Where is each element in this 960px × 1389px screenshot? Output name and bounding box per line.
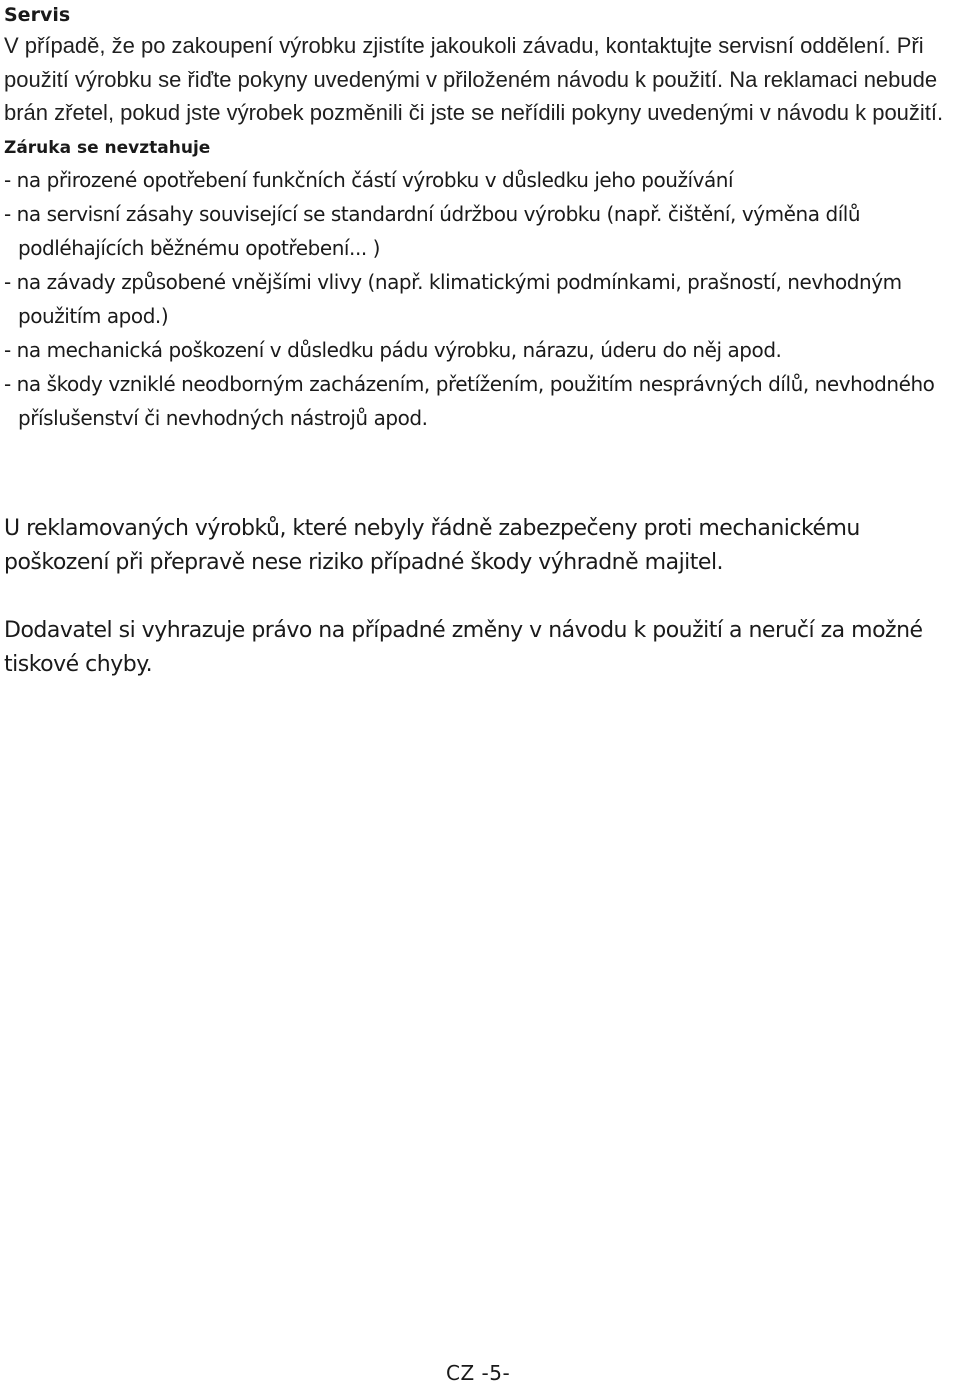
list-item: - na škody vzniklé neodborným zacházením, přetížením, použitím nesprávných dílů, nevhodného příslušenství či nevhodných nástrojů apod. <box>4 371 935 430</box>
service-intro-paragraph: V případě, že po zakoupení výrobku zjistíte jakoukoli závadu, kontaktujte servisní oddělení. Při použití výrobku se řiďte pokyny uvedenými v přiloženém návodu k použití. Na reklamaci nebude brán zřetel, pokud jste výrobek pozměnili či jste se neřídili pokyny uvedenými v návodu k použití. <box>4 33 944 125</box>
list-item: - na mechanická poškození v důsledku pádu výrobku, nárazu, úderu do něj apod. <box>4 337 782 362</box>
warranty-exclusions-list <box>4 163 956 435</box>
document-page <box>4 0 956 677</box>
transport-risk-paragraph: U reklamovaných výrobků, které nebyly řádně zabezpečeny proti mechanickému poškození při přepravě nese riziko případné škody výhradně majitel. <box>4 516 860 575</box>
section-title: Servis <box>4 4 71 26</box>
page-number: CZ -5- <box>446 1361 511 1385</box>
list-item: - na závady způsobené vnějšími vlivy (např. klimatickými podmínkami, prašností, nevhodným použitím apod.) <box>4 269 902 328</box>
list-item: - na přirozené opotřebení funkčních částí výrobku v důsledku jeho používání <box>4 167 734 192</box>
disclaimer-paragraph: Dodavatel si vyhrazuje právo na případné změny v návodu k použití a neručí za možné tiskové chyby. <box>4 618 923 677</box>
warranty-exclusions-title: Záruka se nevztahuje <box>4 137 211 158</box>
list-item: - na servisní zásahy související se standardní údržbou výrobku (např. čištění, výměna dílů podléhajících běžnému opotřebení... ) <box>4 201 861 260</box>
